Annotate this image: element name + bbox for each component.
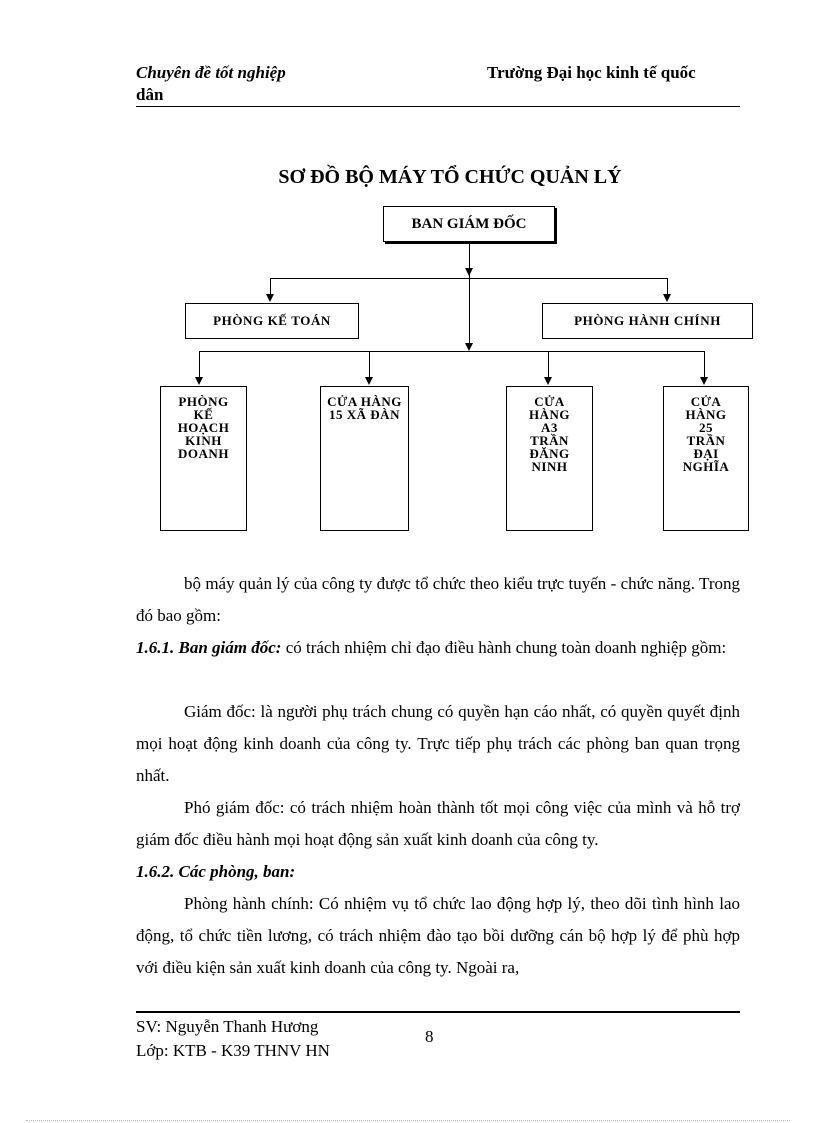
connector-unit-1 (199, 351, 200, 377)
connector-left-dept (270, 278, 271, 294)
box-business-planning-department: PHÒNG KẾ HOẠCH KINH DOANH (160, 386, 247, 531)
box-store-25-tran-dai-nghia: CỬA HÀNG 25 TRẦN ĐẠI NGHĨA (663, 386, 749, 531)
connector-arrow (544, 377, 552, 385)
footer-student-name: SV: Nguyễn Thanh Hương (136, 1017, 319, 1036)
section-heading-board: 1.6.1. Ban giám đốc: (136, 638, 282, 657)
header-document-type: Chuyên đề tốt nghiệp (136, 63, 286, 82)
connector-arrow (195, 377, 203, 385)
header-university-continued: dân (136, 85, 164, 104)
connector-arrow (700, 377, 708, 385)
connector-arrow (465, 268, 473, 276)
footer-class: Lớp: KTB - K39 THNV HN (136, 1041, 330, 1060)
section-1-6-1 (136, 632, 740, 664)
section-text-board: có trách nhiệm chỉ đạo điều hành chung toàn doanh nghiệp gồm: (281, 638, 727, 657)
page-number: 8 (425, 1027, 434, 1046)
connector-arrow (663, 294, 671, 302)
page-edge (26, 1120, 790, 1121)
box-administration-department: PHÒNG HÀNH CHÍNH (542, 303, 753, 339)
connector-unit-2 (369, 351, 370, 377)
connector-main-vertical (469, 242, 470, 344)
header-university: Trường Đại học kinh tế quốc (487, 63, 696, 82)
connector-arrow (365, 377, 373, 385)
box-accounting-department: PHÒNG KẾ TOÁN (185, 303, 359, 339)
connector-dept-horizontal (270, 278, 668, 279)
paragraph-administration: Phòng hành chính: Có nhiệm vụ tổ chức lao động hợp lý, theo dõi tình hình lao động, tổ chức tiền lương, có trách nhiệm đào tạo bồi dưỡng cán bộ hợp lý để phù hợp với điều kiện sản xuất kinh doanh của công ty. Ngoài ra, (136, 894, 740, 977)
connector-unit-3 (548, 351, 549, 377)
section-heading-departments: 1.6.2. Các phòng, ban: (136, 862, 296, 881)
box-store-15-xa-dan: CỬA HÀNG 15 XÃ ĐÀN (320, 386, 409, 531)
paragraph-deputy-director: Phó giám đốc: có trách nhiệm hoàn thành tốt mọi công việc của mình và hỗ trợ giám đốc điều hành mọi hoạt động sản xuất kinh doanh của công ty. (136, 798, 740, 849)
footer-divider (136, 1011, 740, 1013)
connector-arrow (266, 294, 274, 302)
box-board-of-directors: BAN GIÁM ĐỐC (383, 206, 555, 242)
connector-right-dept (667, 278, 668, 294)
connector-unit-4 (704, 351, 705, 377)
connector-arrow (465, 343, 473, 351)
diagram-title: SƠ ĐỒ BỘ MÁY TỔ CHỨC QUẢN LÝ (278, 166, 622, 188)
header-divider (136, 106, 740, 107)
section-1-6-2 (136, 856, 740, 888)
connector-units-horizontal (199, 351, 705, 352)
box-store-a3-tran-dang-ninh: CỬA HÀNG A3 TRẦN ĐĂNG NINH (506, 386, 593, 531)
paragraph-intro: bộ máy quản lý của công ty được tổ chức theo kiểu trực tuyến - chức năng. Trong đó bao gồm: (136, 574, 740, 625)
paragraph-director: Giám đốc: là người phụ trách chung có quyền hạn cáo nhất, có quyền quyết định mọi hoạt động kinh doanh của công ty. Trực tiếp phụ trách các phòng ban quan trọng nhất. (136, 702, 740, 785)
